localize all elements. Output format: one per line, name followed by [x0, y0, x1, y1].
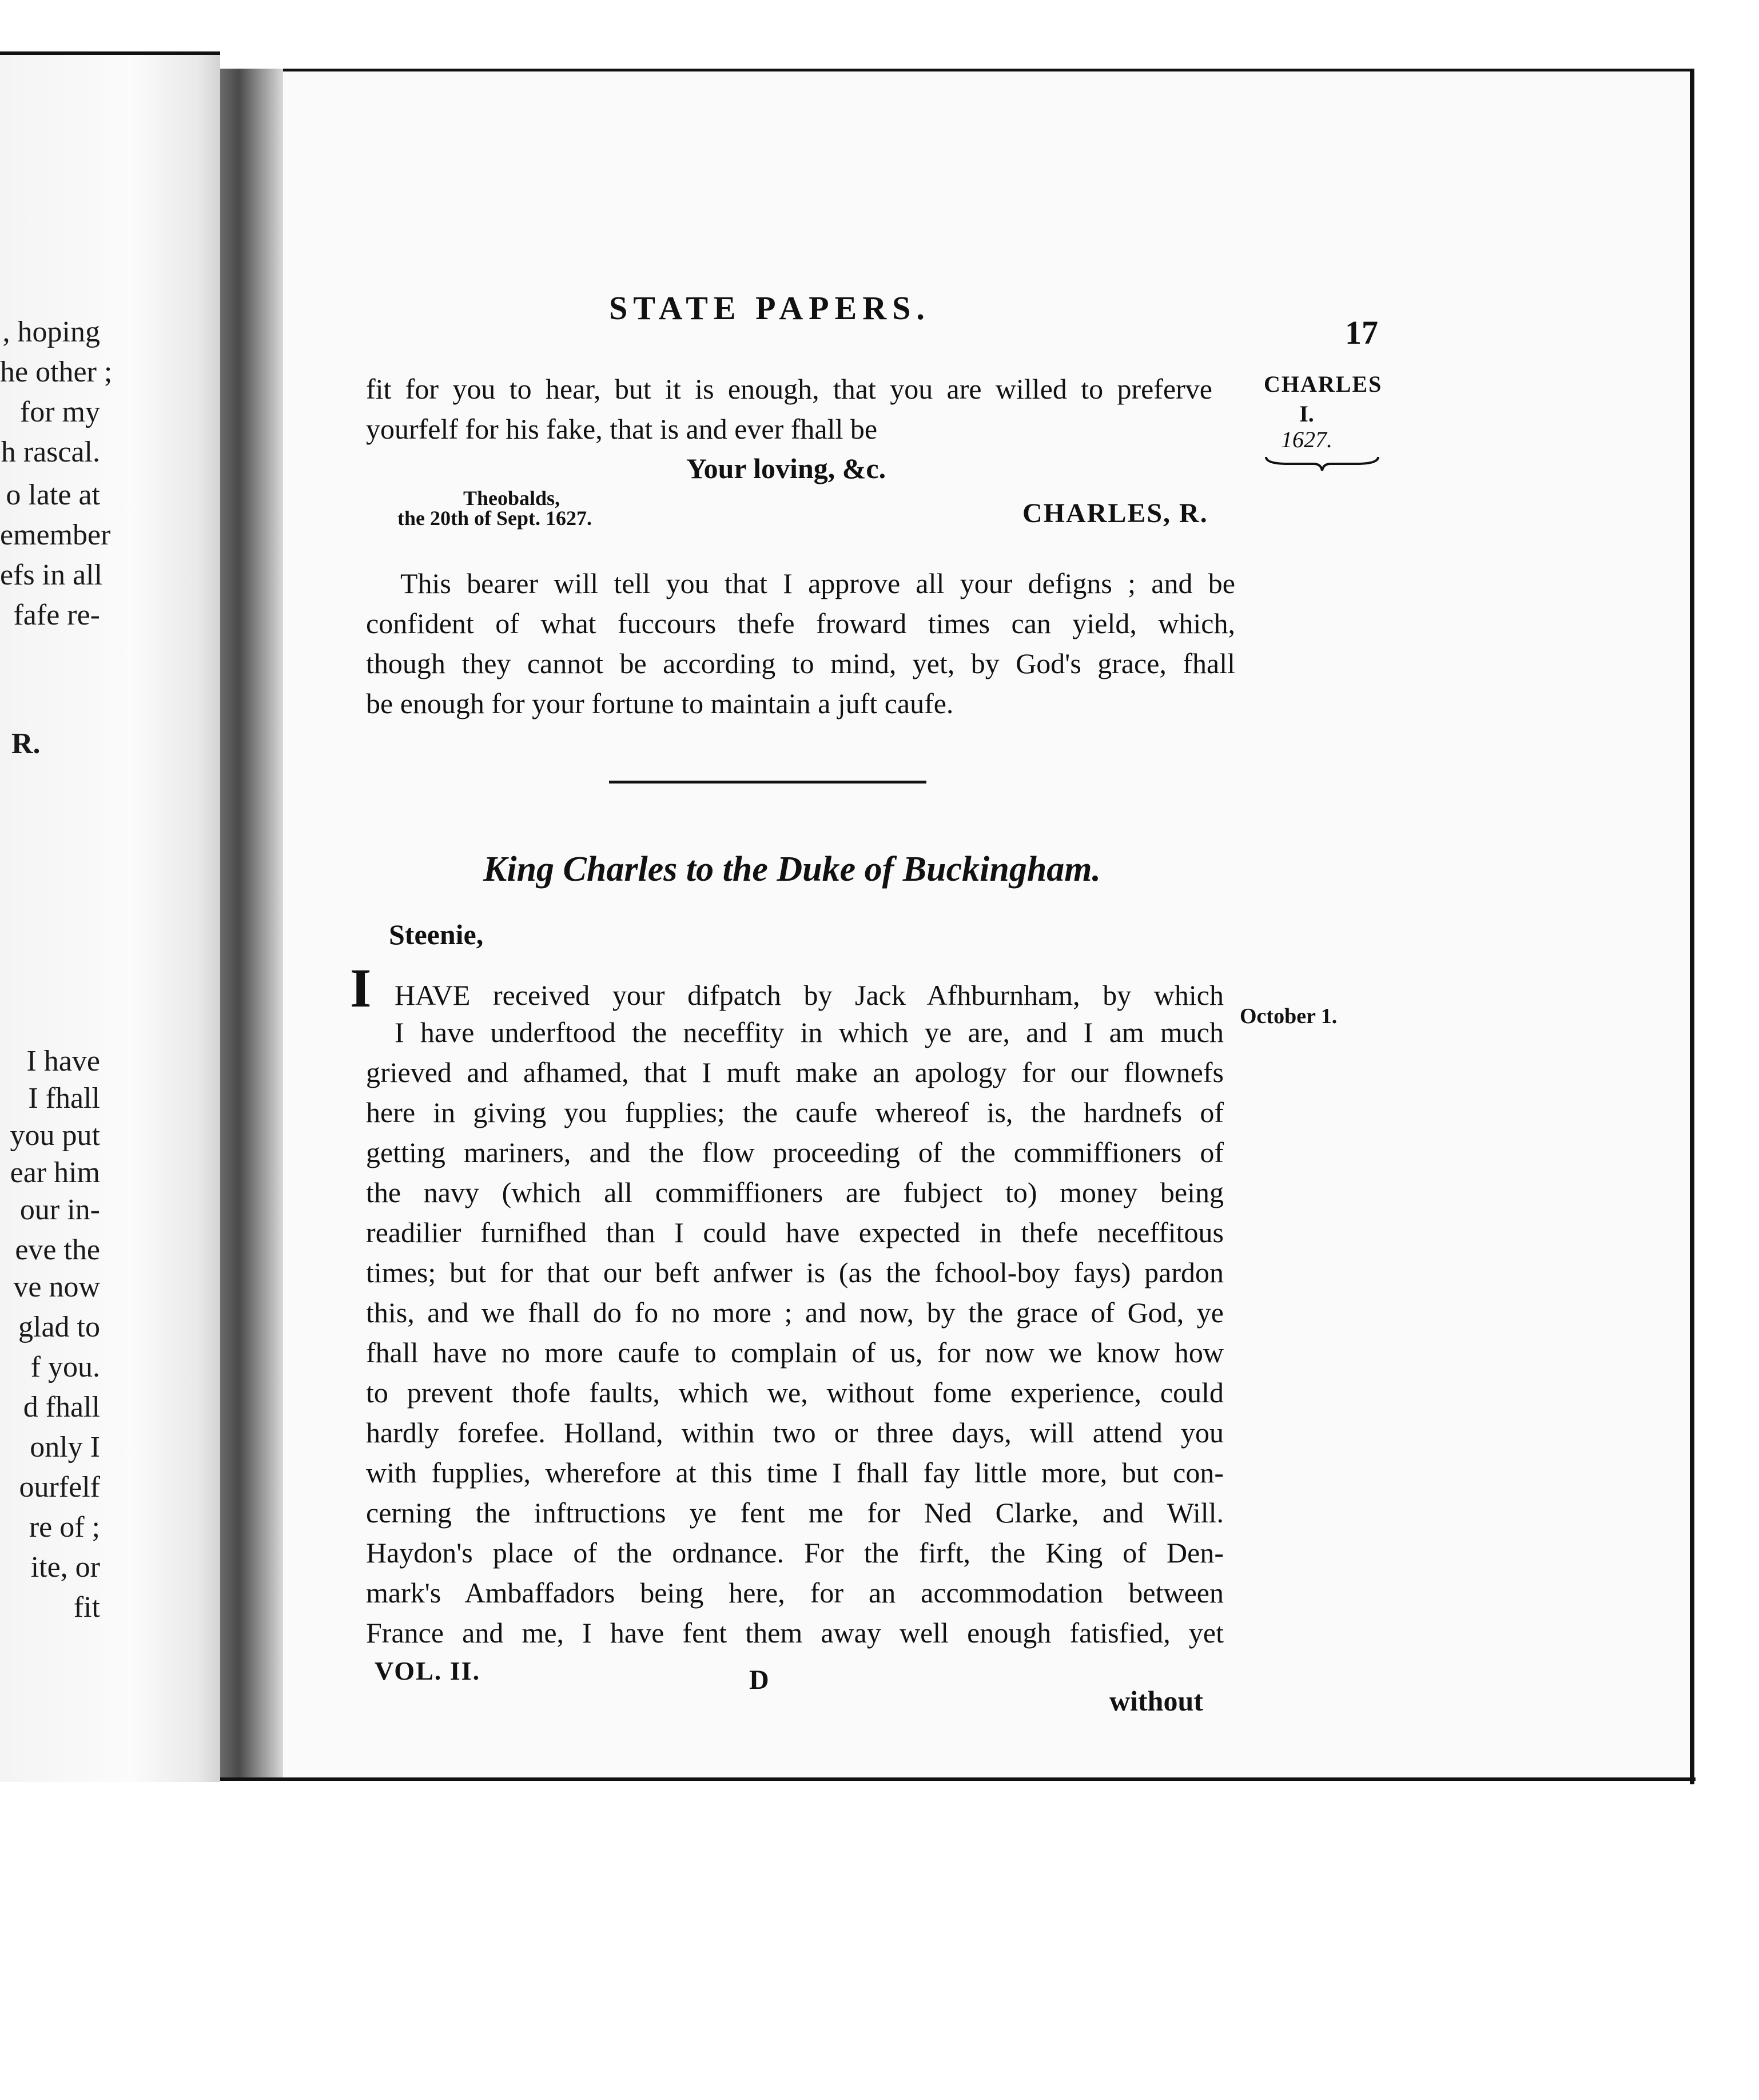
postscript-line: be enough for your fortune to maintain a juft caufe.: [366, 687, 954, 719]
left-page-line: ear him: [10, 1156, 100, 1189]
left-page-line: glad to: [18, 1311, 100, 1343]
postscript-line: This bearer will tell you that I approve all your defigns ; and be: [400, 567, 1235, 599]
letter-body-line: getting mariners, and the flow proceeding of the commiffioners of: [366, 1136, 1224, 1168]
letter-heading: King Charles to the Duke of Buckingham.: [483, 850, 1101, 889]
letter-body-line: here in giving you fupplies; the caufe whereof is, the hardnefs of: [366, 1096, 1224, 1128]
left-page-line: fit: [73, 1591, 100, 1624]
left-page-line: re of ;: [29, 1511, 100, 1544]
letter-body-line: this, and we fhall do fo no more ; and now, by the grace of God, ye: [366, 1296, 1224, 1329]
left-page-line: , hoping: [2, 316, 100, 348]
left-page-line: ourfelf: [19, 1471, 100, 1504]
running-title: STATE PAPERS.: [609, 289, 930, 327]
margin-letter-date: October 1.: [1240, 1004, 1338, 1028]
margin-reign: CHARLES: [1264, 371, 1383, 397]
book-gutter-shadow: [220, 69, 283, 1779]
catchword: without: [1109, 1685, 1203, 1717]
letter-body-line: readilier furnifhed than I could have expected in thefe neceffitous: [366, 1216, 1224, 1248]
left-page-line: f you.: [30, 1351, 100, 1383]
left-page-line: h rascal.: [1, 436, 100, 468]
volume-label: VOL. II.: [375, 1656, 481, 1685]
first-letter-line: yourfelf for his fake, that is and ever fhall be: [366, 413, 878, 445]
left-page-line: I have: [26, 1045, 100, 1077]
left-page-line: fafe re-: [13, 599, 100, 631]
left-page-line: ite, or: [30, 1551, 100, 1584]
letter-body-line: France and me, I have fent them away well enough fatisfied, yet: [366, 1617, 1224, 1649]
postscript-line: though they cannot be according to mind, yet, by God's grace, fhall: [366, 647, 1235, 679]
letter-closing: Your loving, &c.: [686, 452, 886, 484]
left-page-line: d fhall: [23, 1391, 100, 1423]
left-page-line: R.: [11, 727, 41, 760]
margin-year: 1627.: [1281, 427, 1332, 452]
first-letter-line: fit for you to hear, but it is enough, that you are willed to preferve: [366, 373, 1212, 405]
left-page-line: emember: [0, 519, 111, 551]
letter-body-line: times; but for that our beft anfwer is (as the fchool-boy fays) pardon: [366, 1256, 1224, 1288]
left-page-line: o late at: [6, 479, 100, 511]
letter-body-line: the navy (which all commiffioners are fubject to) money being: [366, 1176, 1224, 1208]
left-page-line: for my: [19, 396, 100, 428]
left-page-line: he other ;: [0, 356, 113, 388]
left-page-line: ve now: [13, 1271, 100, 1303]
page-edge-bottom: [220, 1777, 1696, 1781]
page-edge-right: [1690, 69, 1694, 1784]
left-page-line: only I: [30, 1431, 100, 1463]
left-page-line: you put: [10, 1119, 100, 1152]
letter-body-line: Haydon's place of the ordnance. For the firft, the King of Den-: [366, 1537, 1224, 1569]
letter-body-line: mark's Ambaffadors being here, for an accommodation between: [366, 1577, 1224, 1609]
left-page-line: our in-: [19, 1194, 100, 1226]
letter-body-line: with fupplies, wherefore at this time I fhall fay little more, but con-: [366, 1457, 1224, 1489]
letter-body-line: I have underftood the neceffity in which ye are, and I am much: [395, 1016, 1224, 1048]
margin-numeral: I.: [1299, 401, 1314, 427]
letter-body-line: to prevent thofe faults, which we, without fome experience, could: [366, 1377, 1224, 1409]
letter-date: the 20th of Sept. 1627.: [397, 507, 592, 530]
left-page-line: I fhall: [28, 1082, 100, 1115]
letter-first-line: HAVE received your difpatch by Jack Afhburnham, by which: [395, 979, 1224, 1011]
letter-body-line: fhall have no more caufe to complain of us, for now we know how: [366, 1337, 1224, 1369]
letter-body-line: hardly forefee. Holland, within two or three days, will attend you: [366, 1417, 1224, 1449]
page-number: 17: [1345, 314, 1378, 351]
letter-body-line: cerning the inftructions ye fent me for Ned Clarke, and Will.: [366, 1497, 1224, 1529]
margin-brace: [1265, 455, 1379, 472]
left-page-line: eve the: [15, 1234, 100, 1266]
letter-body-line: grieved and afhamed, that I muft make an apology for our flownefs: [366, 1056, 1224, 1088]
salutation: Steenie,: [389, 918, 484, 950]
letter-place: Theobalds,: [463, 487, 560, 510]
printer-signature-mark: D: [749, 1665, 769, 1695]
postscript-line: confident of what fuccours thefe froward times can yield, which,: [366, 607, 1235, 639]
left-page-line: efs in all: [0, 559, 103, 591]
drop-cap: I: [350, 957, 372, 1019]
letter-signature: CHARLES, R.: [1022, 498, 1208, 528]
section-rule: [609, 781, 926, 783]
